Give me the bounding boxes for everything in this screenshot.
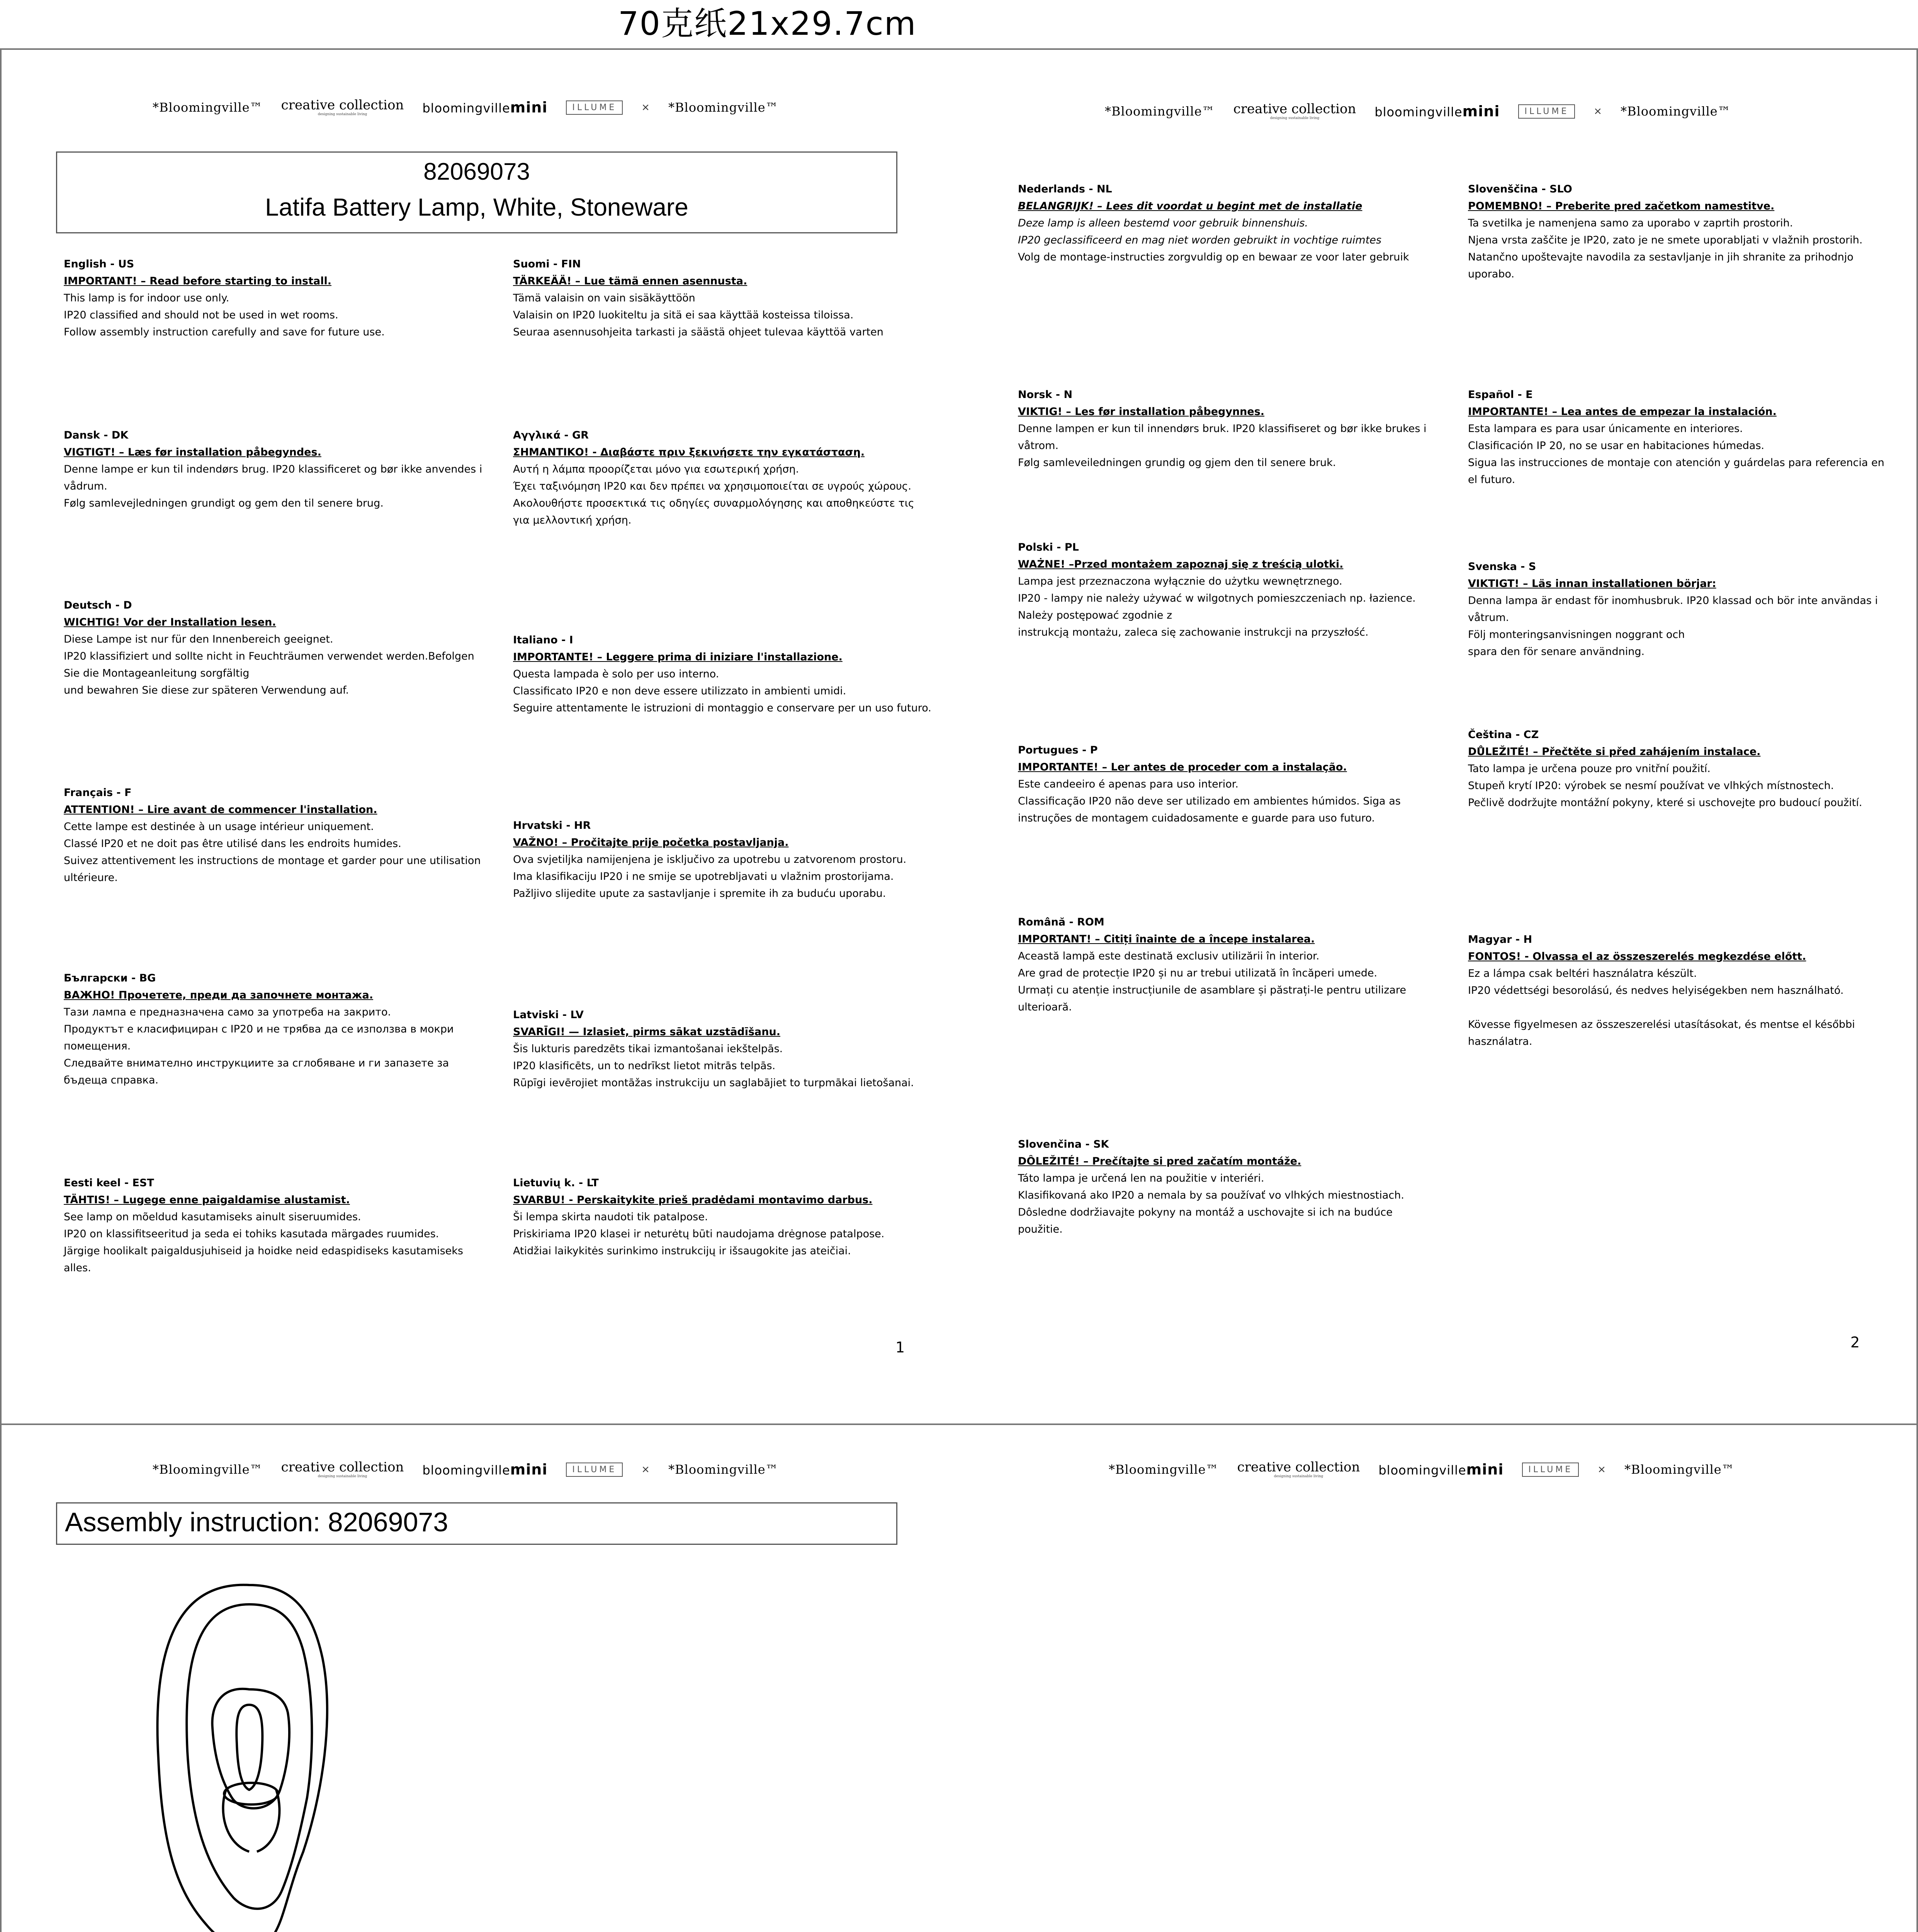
instruction-line: Cette lampe est destinée à un usage intérieur uniquement. [64, 821, 374, 833]
language-block-dk [64, 427, 485, 512]
instruction-line: Denna lampa är endast för inomhusbruk. IP20 klassad och bör inte användas i våtrum. [1468, 595, 1878, 624]
lamp-shade-inner [187, 1604, 312, 1909]
warning-line: IMPORTANTE! – Leggere prima di iniziare l'installazione. [513, 651, 843, 663]
warning-line: TÄHTIS! – Lugege enne paigaldamise alustamist. [64, 1194, 350, 1206]
instruction-line: See lamp on mõeldud kasutamiseks ainult siseruumides. [64, 1211, 361, 1223]
language-block-it [513, 632, 934, 717]
language-block-lt [513, 1175, 934, 1260]
instruction-line: Ši lempa skirta naudoti tik patalpose. [513, 1211, 708, 1223]
instruction-line: Ακολουθήστε προσεκτικά τις οδηγίες συναρμολόγησης και αποθηκεύστε τις για μελλοντική χρήση. [513, 497, 914, 526]
instruction-line: IP20 védettségi besorolású, és nedves helyiségekben nem használható. [1468, 985, 1844, 997]
language-heading: Nederlands - NL [1018, 183, 1112, 195]
product-name: Latifa Battery Lamp, White, Stoneware [265, 193, 688, 221]
instruction-line: Are grad de protecție IP20 și nu ar trebui utilizată în încăperi umede. [1018, 967, 1378, 979]
language-heading: Čeština - CZ [1468, 729, 1539, 741]
instruction-line: Táto lampa je určená len na použitie v interiéri. [1018, 1172, 1264, 1184]
language-block-slo [1468, 181, 1889, 283]
warning-line: SVARĪGI! — Izlasiet, pirms sākat uzstādīšanu. [513, 1026, 780, 1038]
warning-line: WAŻNE! –Przed montażem zapoznaj się z treścią ulotki. [1018, 558, 1344, 570]
warning-line: WICHTIG! Vor der Installation lesen. [64, 616, 276, 628]
warning-line: TÄRKEÄÄ! – Lue tämä ennen asennusta. [513, 275, 747, 287]
language-block-en [64, 256, 485, 341]
language-heading: Αγγλικά - GR [513, 429, 589, 441]
page-number: 2 [1850, 1334, 1860, 1351]
language-heading: Dansk - DK [64, 429, 129, 441]
language-heading: Slovenščina - SLO [1468, 183, 1572, 195]
item-number: 82069073 [423, 158, 530, 185]
instruction-line: Stupeň krytí IP20: výrobek se nesmí používat ve vlhkých místnostech. [1468, 780, 1834, 792]
instruction-line: Тази лампа е предназначена само за употреба на закрито. [64, 1006, 391, 1018]
language-heading: Eesti keel - EST [64, 1177, 154, 1189]
instruction-line: Volg de montage-instructies zorgvuldig op en bewaar ze voor later gebruik [1018, 251, 1409, 263]
warning-line: BELANGRIJK! – Lees dit voordat u begint met de installatie [1018, 200, 1362, 212]
language-block-rom [1018, 914, 1439, 1016]
language-heading: Español - E [1468, 389, 1533, 401]
language-block-se [1468, 558, 1889, 660]
instruction-line: Classificação IP20 não deve ser utilizado em ambientes húmidos. Siga as instruções de montagem cuidadosamente e guarde para uso futuro. [1018, 795, 1401, 824]
instruction-line: Seguire attentamente le istruzioni di montaggio e conservare per un uso futuro. [513, 702, 931, 714]
instruction-line: Diese Lampe ist nur für den Innenbereich geeignet. [64, 633, 333, 645]
brand-logo-row [153, 1461, 778, 1478]
language-block-hr [513, 817, 934, 902]
instruction-line: Продуктът е класифициран с IP20 и не трябва да се използва в мокри помещения. [64, 1023, 454, 1052]
lamp-bulb [236, 1705, 262, 1790]
instruction-line [1468, 999, 1889, 1016]
language-heading: Deutsch - D [64, 599, 132, 611]
language-heading: English - US [64, 258, 134, 270]
instruction-line: und bewahren Sie diese zur späteren Verwendung auf. [64, 684, 349, 696]
bloomingville-logo-2: *Bloomingville™ [1624, 1462, 1735, 1477]
language-heading: Română - ROM [1018, 916, 1104, 928]
instruction-line: Αυτή η λάμπα προορίζεται μόνο για εσωτερική χρήση. [513, 463, 799, 475]
illume-logo: ILLUME [566, 100, 623, 115]
instruction-line: instrukcją montażu, zaleca się zachowanie instrukcji na przyszłość. [1018, 626, 1369, 638]
instruction-line: Dôsledne dodržiavajte pokyny na montáž a uschovajte si ich na budúce použitie. [1018, 1206, 1393, 1235]
instruction-line: Suivez attentivement les instructions de montage et garder pour une utilisation ultérieure. [64, 855, 481, 884]
language-block-cz [1468, 726, 1889, 811]
illume-logo: ILLUME [566, 1463, 623, 1477]
instruction-line: Tämä valaisin on vain sisäkäyttöön [513, 292, 695, 304]
instruction-line: Deze lamp is alleen bestemd voor gebruik binnenshuis. [1018, 217, 1308, 229]
warning-line: ВАЖНО! Прочетете, преди да започнете монтажа. [64, 989, 373, 1001]
creative-collection-logo: creative collection designing sustainable living [281, 1459, 404, 1478]
instruction-line: Følg samleveiledningen grundig og gjem den til senere bruk. [1018, 457, 1336, 469]
warning-line: POMEMBNO! – Preberite pred začetkom namestitve. [1468, 200, 1775, 212]
instruction-line: Valaisin on IP20 luokiteltu ja sitä ei saa käyttää kosteissa tiloissa. [513, 309, 854, 321]
language-heading: Norsk - N [1018, 389, 1073, 401]
language-heading: Latviski - LV [513, 1009, 584, 1021]
instruction-line: Lampa jest przeznaczona wyłącznie do użytku wewnętrznego. [1018, 575, 1342, 587]
instruction-line: IP20 classified and should not be used in wet rooms. [64, 309, 338, 321]
lamp-shade-outline [158, 1585, 327, 1932]
instruction-line: Klasifikovaná ako IP20 a nemala by sa používať vo vlhkých miestnostiach. [1018, 1189, 1404, 1201]
bloomingville-logo-2: *Bloomingville™ [668, 1462, 778, 1477]
warning-line: VIGTIGT! – Læs før installation påbegyndes. [64, 446, 321, 458]
instruction-line: IP20 klasificēts, un to nedrīkst lietot mitrās telpās. [513, 1060, 776, 1072]
bloomingville-mini-logo: bloomingvillemini [1378, 1461, 1504, 1478]
language-block-no [1018, 386, 1439, 471]
collab-x: × [1594, 105, 1602, 117]
warning-line: VIKTIGT! – Läs innan installationen börjar: [1468, 578, 1716, 590]
illume-logo: ILLUME [1522, 1463, 1579, 1477]
instruction-line: Pečlivě dodržujte montážní pokyny, které si uschovejte pro budoucí použití. [1468, 797, 1862, 809]
instruction-line: Natančno upoštevajte navodila za sestavljanje in jih shranite za prihodnjo uporabo. [1468, 251, 1853, 280]
creative-collection-logo: creative collection designing sustainable living [281, 97, 404, 116]
language-heading: Français - F [64, 787, 132, 799]
assembly-title: Assembly instruction: 82069073 [65, 1507, 448, 1537]
instruction-line: IP20 - lampy nie należy używać w wilgotnych pomieszczeniach np. łazience. Należy postępować zgodnie z [1018, 592, 1416, 621]
bloomingville-logo: *Bloomingville™ [153, 100, 263, 115]
instruction-line: Această lampă este destinată exclusiv utilizării în interior. [1018, 950, 1320, 962]
language-heading: Portugues - P [1018, 744, 1098, 756]
instruction-line: Este candeeiro é apenas para uso interior. [1018, 778, 1239, 790]
creative-collection-logo: creative collection designing sustainable living [1237, 1459, 1360, 1478]
instruction-line: Priskiriama IP20 klasei ir neturėtų būti naudojama drėgnose patalpose. [513, 1228, 885, 1240]
product-header [56, 151, 897, 233]
instruction-line: Denne lampen er kun til innendørs bruk. IP20 klassifiseret og bør ikke brukes i våtrom. [1018, 423, 1427, 452]
brand-logo-row [1109, 1461, 1735, 1478]
warning-line: VAŽNO! – Pročitajte prije početka postavljanja. [513, 837, 789, 849]
instruction-line: Ima klasifikaciju IP20 i ne smije se upotrebljavati u vlažnim prostorijama. [513, 871, 894, 883]
bloomingville-mini-logo: bloomingvillemini [1374, 103, 1500, 120]
warning-line: IMPORTANTE! – Lea antes de empezar la instalación. [1468, 406, 1777, 418]
instruction-line: Questa lampada è solo per uso interno. [513, 668, 719, 680]
warning-line: ATTENTION! – Lire avant de commencer l'installation. [64, 804, 377, 816]
language-block-nl [1018, 181, 1439, 266]
language-block-de [64, 597, 485, 699]
instruction-line: Ez a lámpa csak beltéri használatra készült. [1468, 968, 1697, 980]
bloomingville-mini-logo: bloomingvillemini [422, 1461, 548, 1478]
language-heading: Polski - PL [1018, 541, 1079, 553]
bloomingville-logo-2: *Bloomingville™ [1621, 104, 1731, 119]
illume-logo: ILLUME [1518, 104, 1575, 119]
warning-line: FONTOS! - Olvassa el az összeszerelés megkezdése előtt. [1468, 951, 1806, 963]
bloomingville-logo: *Bloomingville™ [153, 1462, 263, 1477]
language-block-pt [1018, 742, 1439, 827]
instruction-line: Follow assembly instruction carefully and save for future use. [64, 326, 385, 338]
language-block-pl [1018, 539, 1439, 641]
language-block-est [64, 1175, 485, 1277]
instruction-line: Järgige hoolikalt paigaldusjuhiseid ja hoidke neid edaspidiseks kasutamiseks alles. [64, 1245, 463, 1274]
instruction-line: Pažljivo slijedite upute za sastavljanje i spremite ih za buduću uporabu. [513, 888, 886, 900]
instruction-line: Følg samlevejledningen grundigt og gem den til senere brug. [64, 497, 384, 509]
bloomingville-logo-2: *Bloomingville™ [668, 100, 778, 115]
instruction-line: Kövesse figyelmesen az összeszerelési utasításokat, és mentse el későbbi használatra. [1468, 1019, 1855, 1048]
language-block-es [1468, 386, 1889, 488]
instruction-line: Urmați cu atenție instrucțiunile de asamblare și păstrați-le pentru utilizare ulterioară. [1018, 984, 1407, 1013]
bloomingville-logo: *Bloomingville™ [1109, 1462, 1219, 1477]
instruction-line: IP20 klassifiziert und sollte nicht in Feuchträumen verwendet werden.Befolgen Sie die Montageanleitung sorgfältig [64, 650, 474, 679]
language-heading: Italiano - I [513, 634, 573, 646]
instruction-line: Следвайте внимателно инструкциите за сглобяване и ги запазете за бъдеща справка. [64, 1057, 449, 1086]
language-heading: Български - BG [64, 972, 156, 984]
instruction-line: Följ monteringsanvisningen noggrant och [1468, 629, 1685, 641]
bloomingville-mini-logo: bloomingvillemini [422, 99, 548, 116]
language-heading: Hrvatski - HR [513, 820, 591, 832]
instruction-line: Ta svetilka je namenjena samo za uporabo v zaprtih prostorih. [1468, 217, 1793, 229]
instruction-line: Έχει ταξινόμηση IP20 και δεν πρέπει να χρησιμοποιείται σε υγρούς χώρους. [513, 480, 912, 492]
sheet-title: 70克纸21x29.7cm [618, 5, 917, 43]
instruction-line: Tato lampa je určena pouze pro vnitřní použití. [1468, 763, 1711, 775]
language-block-bg [64, 970, 485, 1089]
instruction-line: Seuraa asennusohjeita tarkasti ja säästä ohjeet tulevaa käyttöä varten [513, 326, 883, 338]
brand-logo-row [1105, 102, 1731, 120]
collab-x: × [641, 1464, 650, 1475]
instruction-line: Sigua las instrucciones de montaje con atención y guárdelas para referencia en el futuro. [1468, 457, 1884, 486]
language-heading: Suomi - FIN [513, 258, 581, 270]
warning-line: IMPORTANTE! – Ler antes de proceder com a instalação. [1018, 761, 1347, 773]
instruction-line: Šis lukturis paredzēts tikai izmantošanai iekštelpās. [513, 1043, 783, 1055]
collab-x: × [1597, 1464, 1606, 1475]
instruction-line: Ova svjetiljka namijenjena je isključivo za upotrebu u zatvorenom prostoru. [513, 854, 907, 866]
instruction-line: Classé IP20 et ne doit pas être utilisé dans les endroits humides. [64, 838, 401, 850]
warning-line: VIKTIG! – Les før installation påbegynnes. [1018, 406, 1265, 418]
warning-line: IMPORTANT! – Read before starting to install. [64, 275, 332, 287]
instruction-line: Esta lampara es para usar únicamente en interiores. [1468, 423, 1743, 435]
warning-line: ΣΗΜΑΝΤΙΚΟ! - Διαβάστε πριν ξεκινήσετε την εγκατάσταση. [513, 446, 865, 458]
instruction-line: spara den för senare användning. [1468, 646, 1645, 658]
instruction-line: IP20 on klassifitseeritud ja seda ei tohiks kasutada märgades ruumides. [64, 1228, 439, 1240]
warning-line: IMPORTANT! – Citiți înainte de a începe instalarea. [1018, 933, 1315, 945]
language-heading: Lietuvių k. - LT [513, 1177, 599, 1189]
instruction-line: Clasificación IP 20, no se usar en habitaciones húmedas. [1468, 440, 1765, 452]
warning-line: SVARBU! - Perskaitykite prieš pradėdami montavimo darbus. [513, 1194, 873, 1206]
instruction-line: Rūpīgi ievērojiet montāžas instrukciju un saglabājiet to turpmākai lietošanai. [513, 1077, 914, 1089]
instruction-line: Classificato IP20 e non deve essere utilizzato in ambienti umidi. [513, 685, 846, 697]
bloomingville-logo: *Bloomingville™ [1105, 104, 1215, 119]
instruction-line: Denne lampe er kun til indendørs brug. IP20 klassificeret og bør ikke anvendes i vådrum. [64, 463, 482, 492]
language-block-sk [1018, 1136, 1439, 1238]
instruction-line: IP20 geclassificeerd en mag niet worden gebruikt in vochtige ruimtes [1018, 234, 1381, 246]
warning-line: DŮLEŽITÉ! – Přečtěte si před zahájením instalace. [1468, 746, 1761, 758]
brand-logo-row [153, 99, 778, 116]
warning-line: DÔLEŽITÉ! – Prečítajte si pred začatím montáže. [1018, 1155, 1301, 1167]
language-block-fi [513, 256, 934, 341]
collab-x: × [641, 102, 650, 113]
instruction-line: This lamp is for indoor use only. [64, 292, 229, 304]
assembly-header [56, 1502, 897, 1545]
language-heading: Svenska - S [1468, 561, 1536, 573]
instruction-line: Njena vrsta zaščite je IP20, zato je ne smete uporabljati v vlažnih prostorih. [1468, 234, 1863, 246]
language-block-gr [513, 427, 934, 529]
language-heading: Magyar - H [1468, 934, 1532, 946]
language-block-lv [513, 1007, 934, 1092]
instruction-line: Atidžiai laikykitės surinkimo instrukcijų ir išsaugokite jas ateičiai. [513, 1245, 851, 1257]
assembly-drawing [56, 1543, 895, 1932]
language-block-fr [64, 784, 485, 886]
language-block-hu [1468, 931, 1889, 1050]
creative-collection-logo: creative collection designing sustainable living [1233, 101, 1356, 120]
language-heading: Slovenčina - SK [1018, 1138, 1109, 1150]
page-number: 1 [895, 1339, 905, 1356]
